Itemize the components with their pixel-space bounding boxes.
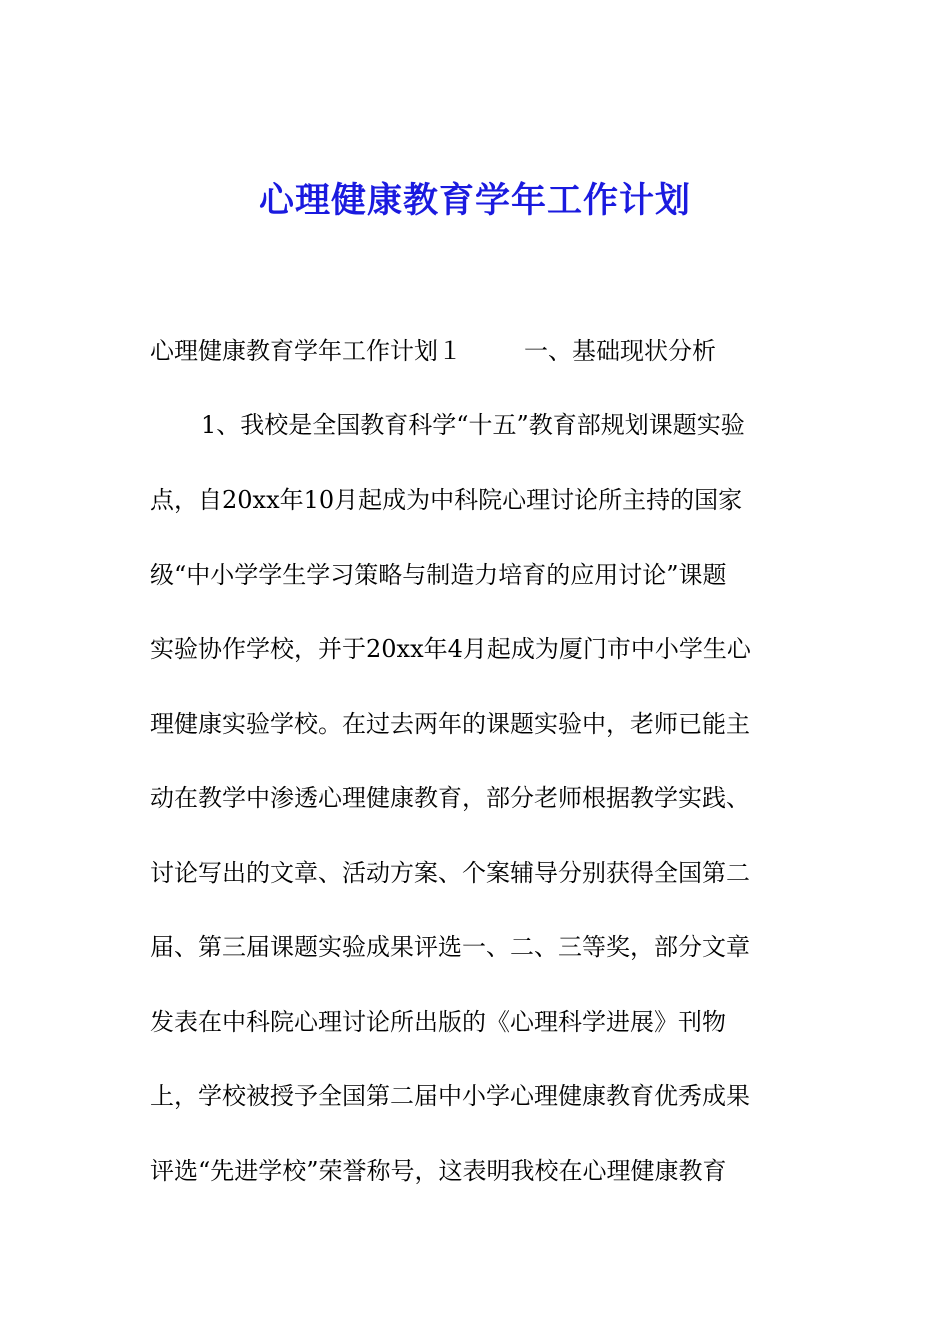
- paragraph-line: 评选“先进学校”荣誉称号，这表明我校在心理健康教育: [150, 1157, 727, 1185]
- heading-line: [150, 334, 716, 368]
- paragraph-line: 动在教学中渗透心理健康教育，部分老师根据教学实践、: [150, 784, 750, 812]
- paragraph-line: 级“中小学学生学习策略与制造力培育的应用讨论”课题: [150, 561, 727, 589]
- paragraph-line: 1、我校是全国教育科学“十五”教育部规划课题实验: [201, 411, 745, 439]
- paragraph-line: 理健康实验学校。在过去两年的课题实验中，老师已能主: [150, 710, 750, 738]
- paragraph-line: 届、第三届课题实验成果评选一、二、三等奖，部分文章: [150, 933, 750, 961]
- paragraph-line: 讨论写出的文章、活动方案、个案辅导分别获得全国第二: [150, 859, 750, 887]
- plan-heading: 心理健康教育学年工作计划１: [150, 337, 462, 365]
- paragraph-line: 上，学校被授予全国第二届中小学心理健康教育优秀成果: [150, 1082, 750, 1110]
- section-heading: 一、基础现状分析: [524, 337, 716, 365]
- paragraph-line: 点，自20xx年10月起成为中科院心理讨论所主持的国家: [150, 486, 743, 514]
- paragraph-line: 实验协作学校，并于20xx年4月起成为厦门市中小学生心: [150, 635, 751, 663]
- paragraph-line: 发表在中科院心理讨论所出版的《心理科学进展》刊物: [150, 1008, 726, 1036]
- document-title: 心理健康教育学年工作计划: [258, 180, 691, 221]
